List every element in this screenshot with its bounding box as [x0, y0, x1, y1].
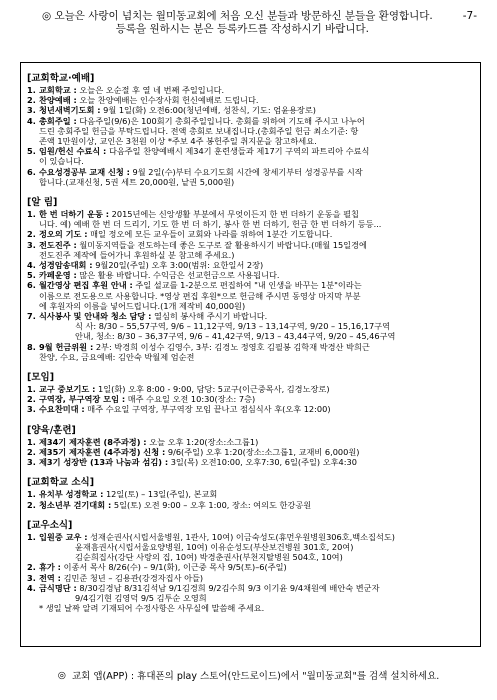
item-text: 오늘 오후 1:20(장소:소그룹1) [149, 436, 259, 447]
item-body [39, 447, 474, 457]
item-continuation-text: 합니다.(교재신청, 5권 세트 20,000원, 낱권 5,000원) [39, 176, 235, 187]
item-number: 1. [27, 531, 36, 542]
item-number: 7. [27, 311, 36, 322]
item-body [39, 260, 474, 270]
app-icon: ◎ [57, 669, 66, 681]
item-text: 9월 1일(화) 오전6:00(청년예배, 성찬식, 기도: 엄윤용장로) [103, 105, 316, 116]
item-number [27, 321, 39, 331]
item-number: 6. [27, 280, 36, 291]
item-heading: 수요성경공부 교재 신청 : [39, 166, 130, 177]
item-continuation-text: 9/4김기현 김영덕 9/5 김투순 오영희 [75, 592, 207, 603]
announcement-item [27, 209, 474, 219]
item-continuation-text: 찬양, 수요, 금요예배: 김안숙 박월제 엄순전 [39, 351, 195, 362]
announcement-item [27, 500, 474, 510]
announcement-item [27, 394, 474, 404]
item-number: 5. [27, 270, 36, 281]
item-continuation [27, 352, 474, 362]
section-title: [양육/훈련] [27, 424, 76, 436]
announcement-item [27, 583, 474, 593]
item-number: 3. [27, 457, 36, 468]
item-text: 오늘은 오순절 후 열 네 번째 주일입니다. [79, 85, 225, 95]
item-heading: 청년새벽기도회 : [39, 105, 101, 116]
item-number: 1. [27, 85, 36, 95]
announcements-box [20, 62, 481, 647]
announcement-item [27, 95, 474, 105]
item-heading: 식사봉사 및 안내와 청소 담당 : [39, 311, 152, 322]
announcement-item [27, 105, 474, 115]
item-text: 식 사: 8/30 – 55,57구역, 9/6 – 11,12구역, 9/13 – 13,14구역, 9/20 – 15,16,17구역 [75, 321, 390, 332]
item-body [39, 457, 474, 467]
page-footer [0, 668, 497, 682]
item-continuation-text: 김순희집사(강단 사랑의 집, 10여) 박경춘권사(부천지탈병원 504호, 10여) [75, 552, 343, 563]
page-number: -7- [462, 10, 477, 22]
announcement-item [27, 321, 474, 331]
item-heading: 전도진주 : [39, 239, 77, 250]
item-continuation [27, 552, 474, 562]
item-body [39, 437, 474, 447]
item-number: 5. [27, 146, 36, 157]
item-text: 월미동지역들을 전도하는데 좋은 도구로 잘 활용하시기 바랍니다.(매월 15일경에 [79, 239, 367, 250]
item-number: 3. [27, 239, 36, 250]
item-number: 8. [27, 341, 36, 352]
announcement-item [27, 457, 474, 467]
item-body [39, 209, 474, 219]
item-heading: 수요찬미대 : [39, 404, 85, 415]
item-continuation-text: 드린 총회주일 헌금을 부탁드립니다. 전액 총회로 보내집니다.(총회주일 헌금 최소기준: 항 [39, 125, 359, 136]
item-text: 9월20일(주일) 오후 3:00(범위: 요한일서 2장) [95, 260, 264, 271]
item-heading: 총회주일 : [39, 115, 77, 126]
announcement-item [27, 331, 474, 341]
item-number [27, 603, 39, 613]
item-heading: 제3기 성장반 (13과 나눔과 섬김) : [39, 457, 169, 468]
item-continuation [27, 542, 474, 552]
item-number: 3. [27, 572, 36, 583]
item-number: 1. [27, 489, 36, 500]
section-title: [교우소식] [27, 519, 73, 531]
announcement-item [27, 260, 474, 270]
announcement-item [27, 489, 474, 499]
item-body [39, 562, 474, 572]
item-body [39, 167, 474, 177]
announcement-item [27, 146, 474, 156]
item-text: 5일(토) 오전 9:00 – 오후 1:00, 장소: 여의도 한강공원 [113, 499, 312, 510]
welcome-message [20, 10, 455, 36]
item-text: * 생일 날짜 알려 기재되어 수정사항은 사무실에 말씀해 주세요. [39, 603, 265, 614]
item-body [39, 500, 474, 510]
item-heading: 교구 중보기도 : [39, 384, 96, 395]
item-number: 2. [27, 229, 36, 240]
item-heading: 청소년부 걷기대회 : [39, 499, 112, 510]
item-continuation [27, 593, 474, 603]
item-number: 2. [27, 562, 36, 573]
announcement-item [27, 384, 474, 394]
item-continuation [27, 177, 474, 187]
item-body [39, 583, 474, 593]
item-number: 3. [27, 105, 36, 116]
item-heading: 휴가 : [39, 562, 61, 573]
item-body [39, 532, 474, 542]
item-continuation-text: 에 후원자의 이름을 넣어드립니다.(1개 제작비 40,000원) [39, 300, 246, 311]
item-heading: 금식명단 : [39, 582, 77, 593]
item-body [39, 384, 474, 394]
section-title: [교회학교·예배] [27, 73, 95, 84]
app-install-note: 교회 앱(APP) : 휴대폰의 play 스토어(안드로이드)에서 "월미동교회"를 검색 설치하세요. [71, 671, 440, 682]
item-body [39, 603, 474, 613]
item-number: 1. [27, 384, 36, 395]
announcement-item [27, 603, 474, 613]
item-heading: 교회학교 : [39, 85, 77, 95]
item-continuation [27, 136, 474, 146]
item-body [39, 394, 474, 404]
announcement-item [27, 167, 474, 177]
item-continuation-text: 이름으로 전도용으로 사용합니다. *영상 편집 후원*으로 헌금해 주시면 동영상 마지막 부분 [39, 290, 361, 301]
announcement-item [27, 532, 474, 542]
item-heading: 정오의 기도 : [39, 229, 88, 240]
item-text: 매일 정오에 모든 교우들이 교회와 나라를 위하여 1분간 기도합니다. [90, 229, 333, 240]
item-body [39, 95, 474, 105]
item-continuation-text: 전도진주 제작에 들어가니 후원하실 분 참고해 주세요.) [39, 249, 235, 260]
item-number: 1. [27, 209, 36, 220]
announcement-item [27, 404, 474, 414]
item-text: 성재순권사(시립서울병원, 1관사, 10여) 이금숙성도(휴먼우원병원306호,백소집석도) [90, 531, 395, 542]
item-continuation-text: 존액 1만원이상, 교인은 3천원 이상 *주보 4주 봉헌주일 취지문을 참고하세요. [39, 136, 317, 147]
item-text: 12일(토) – 13일(주일), 본교회 [105, 489, 218, 500]
item-text: 매주 수요일 오전 10:30(장소: 7층) [127, 394, 256, 405]
item-text: 3일(목) 오전10:00, 오후7:30, 6일(주일) 오후4:30 [170, 457, 357, 468]
announcement-item [27, 342, 474, 352]
item-continuation [27, 250, 474, 260]
announcement-item [27, 116, 474, 126]
announcement-item [27, 562, 474, 572]
section-title: [교회학교 소식] [27, 477, 95, 489]
item-heading: 임원/헌신 수료식 : [39, 146, 107, 157]
item-body [39, 280, 474, 290]
announcement-item [27, 280, 474, 290]
item-text: 다음주일(9/6)은 100회기 총회주일입니다. 총회를 위하여 기도해 주시고 나누어 [79, 115, 365, 126]
item-text: 9/6(주일) 오후 1:20(장소:소그룹1, 교재비 6,000원) [167, 446, 360, 457]
item-heading: 한 번 더하기 운동 : [39, 209, 110, 220]
item-text: 다음주일 찬양예배시 제34기 훈련생들과 제17기 구역의 파트리아 수료식 [108, 146, 370, 157]
item-body [39, 489, 474, 499]
item-number: 2. [27, 394, 36, 405]
announcement-item [27, 229, 474, 239]
item-text: 많은 활용 바랍니다. 수익금은 선교헌금으로 사용됩니다. [79, 270, 280, 281]
welcome-line-1-text: 오늘은 사랑이 넘치는 월미동교회에 처음 오신 분들과 방문하신 분들을 환영합니다. [54, 10, 433, 22]
item-heading: 찬양예배 : [39, 95, 77, 106]
item-text: 열심히 봉사해 주시기 바랍니다. [154, 311, 268, 322]
item-continuation [27, 126, 474, 136]
item-text: 김민준 청년 – 김용관(강경자집사 아들) [63, 572, 204, 583]
item-text: 8/30김경남 8/31김석남 9/1김경희 9/2김수희 9/3 이기윤 9/4채원예 배안숙 변군자 [79, 582, 380, 593]
item-continuation [27, 301, 474, 311]
item-text: 9월 2일(수)부터 수요기도회 시간에 창세기부터 성경공부를 시작 [132, 166, 363, 177]
item-text: 매주 수요일 구역장, 부구역장 모임 끝나고 점심식사 후(오후 12:00) [87, 404, 331, 415]
announcement-item [27, 311, 474, 321]
item-heading: 카페운영 : [39, 270, 77, 281]
item-text: 2부: 박경희 이성수 김영수, 3부: 김경노 정영호 김필봉 김학재 박경산 박희근 [95, 341, 370, 352]
announcement-item [27, 447, 474, 457]
item-continuation-text: 윤재흠권사(시립서울요양병원, 10여) 이유순성도(부산보건병원 301호, 20여) [75, 541, 354, 552]
item-body [39, 311, 474, 321]
item-number: 4. [27, 115, 36, 126]
item-continuation-text: 니다. 예) 예배 한 번 더 드리기, 기도 한 번 더 하기, 봉사 한 번 더하기, 헌금 한 번 더하기 등등... [39, 219, 382, 230]
item-body [39, 146, 474, 156]
item-number: 2. [27, 499, 36, 510]
item-body [39, 240, 474, 250]
item-body [39, 270, 474, 280]
item-heading: 9월 헌금위원 : [39, 341, 94, 352]
item-body [39, 331, 474, 341]
item-number: 6. [27, 166, 36, 177]
item-number: 1. [27, 436, 36, 447]
announcement-item [27, 573, 474, 583]
item-heading: 성경암송대회 : [39, 260, 93, 271]
welcome-line-2: 등록을 원하시는 분은 등록카드를 작성하시기 바랍니다. [115, 23, 370, 35]
item-heading: 월간영상 편집 후원 안내 : [39, 280, 133, 291]
announcement-item [27, 270, 474, 280]
item-continuation-text: 이 있습니다. [39, 156, 84, 167]
item-heading: 유치부 성경학교 : [39, 489, 104, 500]
item-text: 이종서 목사 8/26(수) – 9/1(화), 이근중 목사 9/5(토)–6(주일) [63, 562, 287, 573]
item-continuation [27, 219, 474, 229]
item-number: 2. [27, 95, 36, 106]
announcement-item [27, 85, 474, 95]
announcement-item [27, 240, 474, 250]
item-body [39, 573, 474, 583]
item-heading: 구역장, 부구역장 모임 : [39, 394, 126, 405]
item-body [39, 342, 474, 352]
item-continuation [27, 291, 474, 301]
item-body [39, 404, 474, 414]
item-text: 오늘 찬양예배는 인수장사회 헌신예배로 드립니다. [79, 95, 259, 106]
item-heading: 전역 : [39, 572, 61, 583]
circle-bullet-icon: ◎ [41, 10, 52, 22]
item-body [39, 321, 474, 331]
item-number [27, 331, 39, 341]
item-number: 3. [27, 404, 36, 415]
item-number: 2. [27, 446, 36, 457]
item-number: 4. [27, 260, 36, 271]
item-heading: 입원중 교우 : [39, 531, 88, 542]
item-body [39, 85, 474, 95]
item-text: 2015년에는 신앙생활 부분에서 무엇이든지 한 번 더하기 운동을 펼칩 [111, 209, 359, 220]
page-header [14, 10, 483, 36]
item-number: 4. [27, 582, 36, 593]
item-text: 1일(화) 오후 8:00 - 9:00, 담당: 5교구(이근중목사, 김경노장로) [98, 384, 330, 395]
section-title: [알 림] [27, 197, 58, 209]
section-title: [모임] [27, 372, 55, 384]
item-text: 주일 설교를 1-2분으로 편집하여 "내 인생을 바꾸는 1분"이라는 [135, 280, 362, 291]
item-heading: 제35기 제자훈련 (4주과정) 신청 : [39, 446, 166, 457]
item-text: 안내, 청소: 8/30 – 36,37구역, 9/6 – 41,42구역, 9/13 – 43,44구역, 9/20 – 45,46구역 [75, 331, 396, 342]
announcement-item [27, 437, 474, 447]
item-heading: 제34기 제자훈련 (8주과정) : [39, 436, 147, 447]
item-body [39, 105, 474, 115]
welcome-line-1 [20, 10, 455, 23]
item-continuation [27, 156, 474, 166]
item-body [39, 116, 474, 126]
item-body [39, 229, 474, 239]
